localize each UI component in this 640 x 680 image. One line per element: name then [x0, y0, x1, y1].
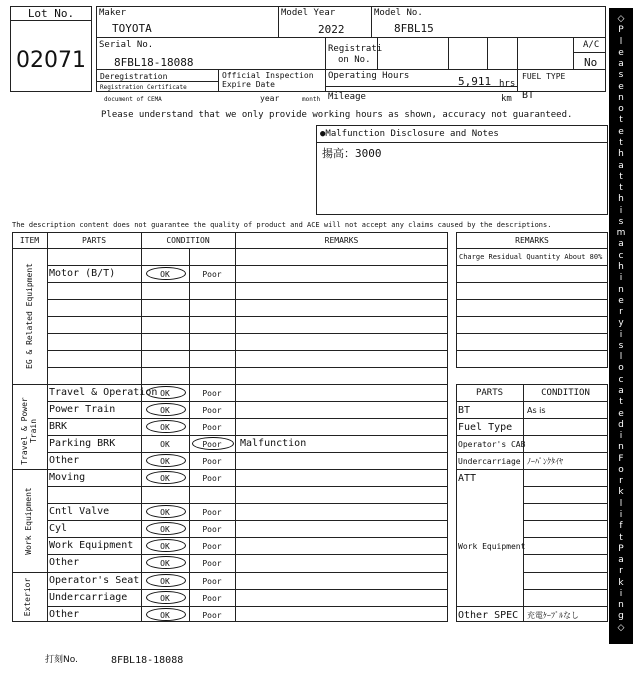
side-note-char: g — [618, 611, 624, 622]
side-part-name: Undercarriage — [458, 457, 521, 466]
side-note-strip — [609, 8, 633, 644]
side-note-char: a — [618, 160, 624, 171]
side-part-condition: ﾉｰﾊﾟﾝｸﾀｲﾔ — [527, 457, 563, 466]
side-note-char: m — [616, 228, 626, 239]
side-note-char: h — [618, 262, 624, 272]
part-name: Undercarriage — [49, 592, 128, 603]
side-note-char: n — [618, 600, 624, 611]
fuel-label: FUEL TYPE — [522, 72, 566, 81]
poor-option: Poor — [202, 594, 222, 603]
registration-label-2: on No. — [338, 55, 371, 65]
poor-option: Poor — [202, 457, 222, 466]
ok-circle-mark — [146, 505, 186, 518]
working-hours-note: Please understand that we only provide working hours as shown, accuracy not guaranteed. — [101, 110, 573, 120]
ok-option: OK — [160, 542, 170, 551]
poor-option: Poor — [202, 406, 222, 415]
side-note-char: r — [619, 307, 623, 318]
model-year-value: 2022 — [318, 23, 345, 36]
stamp-value: 8FBL18-18088 — [111, 655, 184, 666]
maker-label: Maker — [99, 8, 127, 18]
ok-circle-mark — [146, 420, 186, 433]
poor-option: Poor — [202, 508, 222, 517]
side-note-char: s — [618, 340, 624, 351]
side-note-char: e — [618, 408, 624, 419]
side-note-char: F — [618, 453, 624, 464]
part-name: Other — [49, 455, 80, 466]
disclaimer: The description content does not guarantee the quality of product and ACE will not accept any claims caused by the descriptions. — [12, 221, 552, 229]
side-note-char: s — [618, 70, 624, 81]
side-note-char: o — [618, 104, 624, 115]
side-note-char: ◇ — [617, 622, 625, 633]
inspection-month: month — [302, 96, 321, 103]
inspection-year: year — [260, 94, 280, 103]
side-part-name: Work Equipment — [458, 542, 526, 551]
model-year-label: Model Year — [281, 8, 336, 18]
side-part-name: Other SPEC — [458, 610, 519, 621]
side-remarks-line1: Charge Residual Quantity About 80% — [459, 253, 603, 261]
side-note-char: a — [618, 59, 624, 70]
side-note-char: y — [618, 318, 624, 329]
part-name: Other — [49, 557, 80, 568]
ok-circle-mark — [146, 539, 186, 552]
part-name: Other — [49, 609, 80, 620]
part-name: Cntl Valve — [49, 506, 110, 517]
registration-label-1: Registrati — [328, 44, 383, 54]
side-note-char: P — [618, 543, 624, 554]
part-name: Parking BRK — [49, 438, 116, 449]
side-condition-header: CONDITION — [541, 388, 590, 398]
header-condition: CONDITION — [166, 236, 210, 245]
ok-option: OK — [160, 525, 170, 534]
ok-option: OK — [160, 270, 170, 279]
header-item: ITEM — [19, 236, 40, 245]
part-name: Work Equipment — [49, 540, 134, 551]
side-note-char: k — [618, 577, 624, 588]
mileage-unit: km — [501, 94, 512, 104]
ok-circle-mark — [146, 403, 186, 416]
serial-value: 8FBL18-18088 — [114, 56, 194, 69]
ac-label: A/C — [583, 40, 600, 50]
model-no-label: Model No. — [374, 8, 423, 18]
side-note-char: n — [618, 442, 624, 453]
side-note-char: a — [618, 555, 624, 566]
side-note-char: k — [618, 487, 624, 498]
poor-option: Poor — [202, 423, 222, 432]
side-note-char: d — [618, 419, 624, 430]
part-name: Operator's Seat — [49, 575, 140, 586]
side-remarks-header: REMARKS — [515, 236, 549, 245]
poor-option: Poor — [202, 440, 222, 449]
side-note-char: t — [619, 171, 623, 182]
malfunction-text: 揚高：3000 — [322, 147, 382, 160]
side-note-char: i — [619, 510, 623, 520]
fuel-value: BT — [522, 90, 535, 101]
poor-option: Poor — [202, 577, 222, 586]
ok-circle-mark — [146, 522, 186, 535]
ok-circle-mark — [146, 386, 186, 399]
side-note-char: i — [619, 273, 623, 284]
side-note-char: i — [619, 588, 623, 599]
side-note-char: f — [619, 521, 623, 532]
side-note-char: t — [619, 115, 623, 126]
part-name: Motor (B/T) — [49, 268, 116, 279]
poor-option: Poor — [202, 559, 222, 568]
ok-circle-mark — [146, 608, 186, 621]
ok-option: OK — [160, 406, 170, 415]
ok-option: OK — [160, 457, 170, 466]
poor-option: Poor — [202, 270, 222, 279]
side-note-char: t — [619, 138, 623, 148]
ok-circle-mark — [146, 574, 186, 587]
side-note-char: t — [619, 183, 623, 194]
side-note-char: ◇ — [617, 14, 625, 24]
poor-option: Poor — [202, 542, 222, 551]
poor-option: Poor — [202, 474, 222, 483]
part-name: Cyl — [49, 523, 68, 534]
side-parts-header: PARTS — [475, 388, 504, 398]
side-part-name: ATT — [458, 473, 477, 484]
ok-option: OK — [160, 440, 170, 449]
ok-option: OK — [160, 611, 170, 620]
deregistration-doc: document of CEMA — [104, 96, 162, 103]
ac-value: No — [584, 56, 598, 69]
side-note-char: h — [618, 149, 624, 160]
side-note-char: l — [619, 498, 623, 509]
side-note-char: r — [619, 566, 623, 577]
side-note-char: o — [618, 464, 624, 475]
remark-text: Malfunction — [240, 438, 307, 449]
inspection-label-2: Expire Date — [222, 80, 275, 89]
group-eg-label: EG & Related Equipment — [25, 263, 34, 369]
side-note-char: c — [618, 250, 624, 261]
stamp-label: 打刻No. — [45, 655, 78, 665]
operating-hours-unit: hrs — [499, 79, 516, 89]
ok-option: OK — [160, 389, 170, 398]
side-note-char: h — [618, 194, 624, 205]
side-note-char: e — [618, 126, 624, 137]
poor-option: Poor — [202, 611, 222, 620]
operating-hours-value: 5,911 — [458, 75, 492, 88]
lot-number: 02071 — [16, 48, 86, 73]
serial-label: Serial No. — [99, 40, 154, 50]
operating-hours-label: Operating Hours — [328, 71, 410, 81]
group-work-label: Work Equipment — [24, 487, 33, 555]
side-note-char: n — [618, 284, 624, 295]
deregistration-cert: Registration Certificate — [100, 84, 187, 91]
side-part-condition: 充電ｹｰﾌﾞﾙなし — [527, 611, 579, 620]
ok-option: OK — [160, 508, 170, 517]
side-part-name: Fuel Type — [458, 422, 513, 433]
side-note-char: a — [618, 239, 624, 250]
side-note-char: t — [619, 397, 623, 408]
side-note-char: c — [618, 374, 624, 385]
side-note-char: e — [618, 81, 624, 92]
inspection-label-1: Official Inspection — [222, 71, 314, 80]
poor-circle-mark — [192, 437, 234, 450]
ok-circle-mark — [146, 471, 186, 484]
ok-circle-mark — [146, 454, 186, 467]
ok-option: OK — [160, 559, 170, 568]
lot-label: Lot No. — [27, 7, 75, 20]
side-note-char: i — [619, 205, 623, 216]
ok-option: OK — [160, 594, 170, 603]
model-no-value: 8FBL15 — [394, 22, 434, 35]
header-parts: PARTS — [81, 236, 107, 245]
side-note-char: t — [619, 532, 623, 543]
malfunction-label: ●Malfunction Disclosure and Notes — [320, 129, 499, 139]
part-name: Moving — [49, 472, 86, 483]
maker-value: TOYOTA — [112, 22, 152, 35]
poor-option: Poor — [202, 525, 222, 534]
side-note-char: l — [619, 352, 623, 363]
ok-circle-mark — [146, 591, 186, 604]
group-travel-label: Travel & Power Train — [20, 397, 38, 465]
side-note-char: s — [618, 216, 624, 227]
ok-circle-mark — [146, 556, 186, 569]
side-note-char: l — [619, 36, 623, 47]
header-remarks: REMARKS — [324, 236, 359, 245]
side-note-char: r — [619, 476, 623, 487]
side-note-char: i — [619, 329, 623, 340]
group-exterior-label: Exterior — [23, 577, 32, 617]
side-part-name: BT — [458, 405, 471, 416]
ok-circle-mark — [146, 267, 186, 280]
side-note-char: n — [618, 92, 624, 103]
side-note-char: e — [618, 47, 624, 58]
side-note-char: o — [618, 363, 624, 374]
side-note-char: a — [618, 386, 624, 396]
side-note-char: P — [618, 25, 624, 36]
poor-option: Poor — [202, 389, 222, 398]
ok-option: OK — [160, 577, 170, 586]
part-name: Travel & Operation — [49, 387, 158, 398]
ok-option: OK — [160, 423, 170, 432]
part-name: Power Train — [49, 404, 116, 415]
side-note-char: i — [619, 431, 623, 442]
side-note-char: e — [618, 295, 624, 306]
ok-option: OK — [160, 474, 170, 483]
side-part-name: Operator's CAB — [458, 440, 526, 449]
side-part-condition: As is — [527, 406, 546, 415]
part-name: BRK — [49, 421, 68, 432]
deregistration-label: Deregistration — [100, 72, 168, 81]
mileage-label: Mileage — [328, 92, 366, 102]
